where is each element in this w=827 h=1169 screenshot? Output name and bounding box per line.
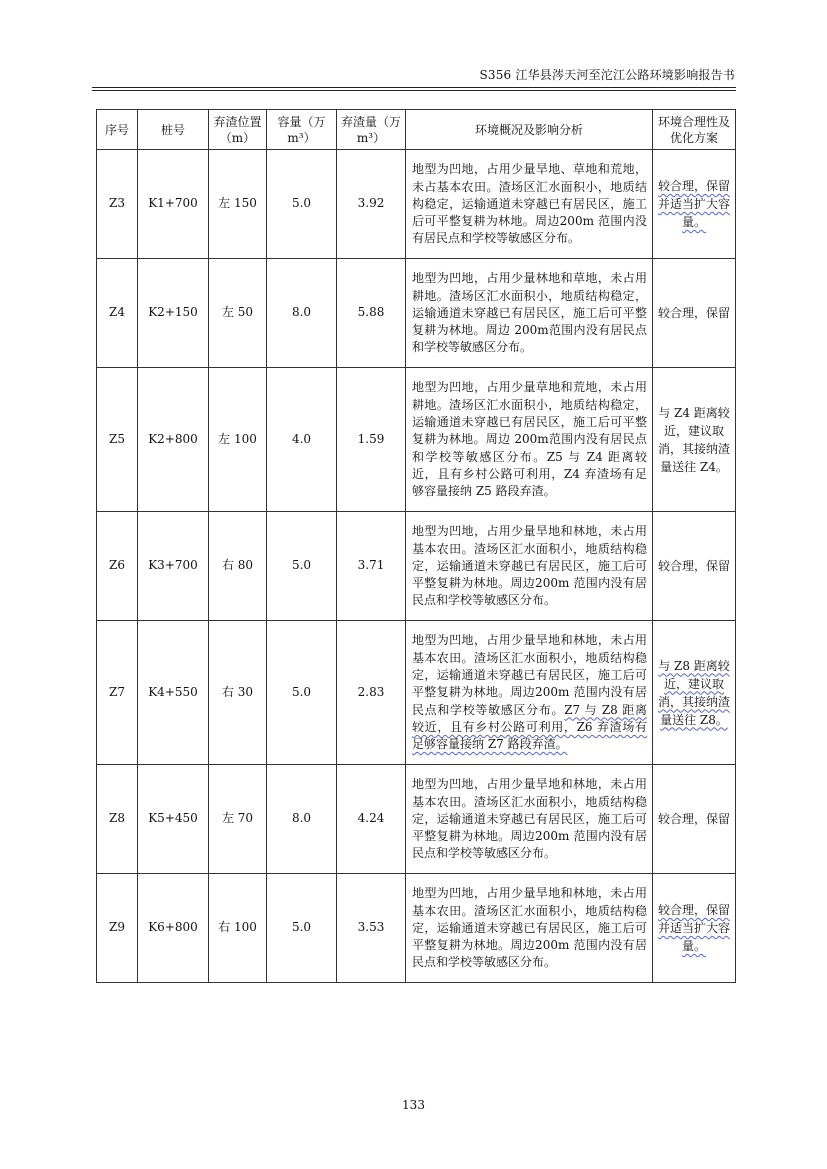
plan-cell — [653, 765, 736, 874]
volume-cell-text: 2.83 — [357, 684, 385, 699]
capacity-cell-text: 8.0 — [291, 811, 312, 826]
capacity-cell-text: 5.0 — [291, 920, 312, 935]
site-id-cell — [97, 512, 138, 621]
position-cell — [209, 512, 267, 621]
site-id-cell — [97, 621, 138, 765]
plan-cell-text: 与 Z8 距离较近，建议取消，其接纳渣量送往 Z8。 — [658, 658, 731, 727]
plan-cell — [653, 150, 736, 259]
plan-cell-text: 较合理，保留并适当扩大容量。 — [658, 903, 731, 953]
station-cell — [138, 150, 209, 259]
capacity-cell — [267, 259, 337, 368]
site-id-cell-text: Z5 — [109, 431, 125, 446]
station-cell-text: K6+800 — [148, 920, 198, 935]
volume-cell — [337, 765, 406, 874]
table-row — [97, 512, 736, 621]
volume-cell-text: 3.92 — [357, 196, 385, 211]
capacity-cell — [267, 512, 337, 621]
analysis-cell — [406, 259, 653, 368]
header-rule-thin — [92, 90, 736, 91]
analysis-cell — [406, 765, 653, 874]
plan-cell — [653, 621, 736, 765]
capacity-cell — [267, 368, 337, 512]
capacity-cell — [267, 874, 337, 983]
station-cell-text: K4+550 — [148, 684, 198, 699]
plan-cell-text: 较合理，保留并适当扩大容量。 — [658, 179, 731, 229]
analysis-cell-text: 地型为凹地，占用少量林地和草地，未占用耕地。渣场区汇水面积小，地质结构稳定，运输通道未穿越已有居民区，施工后可平整复耕为林地。周边 200m范围内没有居民点和学校等敏感区分布。 — [412, 271, 647, 355]
site-id-cell-text: Z8 — [109, 811, 125, 826]
site-id-cell — [97, 368, 138, 512]
analysis-cell — [406, 874, 653, 983]
site-id-cell-text: Z3 — [109, 196, 125, 211]
volume-cell — [337, 259, 406, 368]
site-id-cell — [97, 874, 138, 983]
position-cell-text: 左 100 — [218, 431, 257, 446]
analysis-cell — [406, 512, 653, 621]
volume-cell — [337, 512, 406, 621]
position-cell-text: 左 70 — [221, 811, 254, 826]
header-cell: 序号 — [97, 110, 138, 150]
plan-cell — [653, 874, 736, 983]
station-cell-text: K2+150 — [148, 305, 198, 320]
header-cell: 弃渣位置（m） — [209, 110, 267, 150]
site-id-cell-text: Z9 — [109, 920, 125, 935]
position-cell-text: 左 150 — [218, 196, 257, 211]
position-cell — [209, 150, 267, 259]
capacity-cell-text: 5.0 — [291, 684, 312, 699]
site-id-cell-text: Z6 — [109, 558, 125, 573]
station-cell-text: K1+700 — [148, 196, 198, 211]
capacity-cell-text: 5.0 — [291, 558, 312, 573]
capacity-cell-text: 5.0 — [291, 196, 312, 211]
table-row — [97, 874, 736, 983]
volume-cell — [337, 621, 406, 765]
site-id-cell — [97, 765, 138, 874]
plan-cell — [653, 512, 736, 621]
station-cell — [138, 368, 209, 512]
analysis-cell-text: 地型为凹地，占用少量草地和荒地，未占用耕地。渣场区汇水面积小，地质结构稳定，运输通道未穿越已有居民区，施工后可平整复耕为林地。周边 200m范围内没有居民点和学校等敏感区分布。Z5 与 Z4 距离较近，且有乡村公路可利用，Z4 弃渣场有足够容量接纳 Z5 路段弃渣。 — [412, 380, 647, 499]
table-row — [97, 765, 736, 874]
analysis-revision-text: Z7 与 Z8 距离较近，且有乡村公路可利用，Z6 弃渣场有足够容量接纳 Z7 路段弃渣。 — [412, 702, 647, 752]
document-title: S356 江华县涔天河至沱江公路环境影响报告书 — [479, 68, 735, 82]
position-cell — [209, 368, 267, 512]
capacity-cell — [267, 150, 337, 259]
position-cell-text: 右 80 — [221, 558, 254, 573]
analysis-cell — [406, 368, 653, 512]
header-cell: 弃渣量（万 m³） — [337, 110, 406, 150]
position-cell — [209, 874, 267, 983]
station-cell — [138, 259, 209, 368]
analysis-cell — [406, 621, 653, 765]
table-header-row — [97, 110, 736, 150]
volume-cell-text: 3.71 — [357, 558, 385, 573]
station-cell — [138, 874, 209, 983]
volume-cell — [337, 874, 406, 983]
station-cell-text: K5+450 — [148, 811, 198, 826]
analysis-cell — [406, 150, 653, 259]
capacity-cell — [267, 621, 337, 765]
spoil-site-table — [96, 109, 736, 983]
capacity-cell — [267, 765, 337, 874]
station-cell-text: K2+800 — [148, 431, 198, 446]
capacity-cell-text: 8.0 — [291, 305, 312, 320]
table-row — [97, 150, 736, 259]
header-cell: 容量（万 m³） — [267, 110, 337, 150]
station-cell — [138, 621, 209, 765]
station-cell-text: K3+700 — [148, 558, 198, 573]
position-cell-text: 左 50 — [221, 305, 254, 320]
volume-cell — [337, 150, 406, 259]
site-id-cell-text: Z7 — [109, 684, 125, 699]
analysis-cell-text: 地型为凹地，占用少量旱地和林地，未占用基本农田。渣场区汇水面积小，地质结构稳定，运输通道未穿越已有居民区，施工后可平整复耕为林地。周边200m 范围内没有居民点和学校等敏感区分布。 — [412, 777, 647, 861]
capacity-cell-text: 4.0 — [291, 431, 312, 446]
site-id-cell — [97, 259, 138, 368]
plan-cell-text: 较合理，保留 — [658, 559, 731, 573]
position-cell — [209, 621, 267, 765]
header-cell: 环境概况及影响分析 — [406, 110, 653, 150]
plan-cell — [653, 259, 736, 368]
position-cell-text: 右 30 — [221, 684, 254, 699]
plan-cell-text: 较合理，保留 — [658, 812, 731, 826]
analysis-cell-text: 地型为凹地，占用少量旱地和林地，未占用基本农田。渣场区汇水面积小，地质结构稳定，运输通道未穿越已有居民区，施工后可平整复耕为林地。周边200m 范围内没有居民点和学校等敏感区分布。 — [412, 524, 647, 608]
volume-cell — [337, 368, 406, 512]
station-cell — [138, 512, 209, 621]
site-id-cell — [97, 150, 138, 259]
plan-cell-text: 与 Z4 距离较近，建议取消，其接纳渣量送往 Z4。 — [658, 405, 731, 474]
volume-cell-text: 3.53 — [357, 920, 385, 935]
position-cell — [209, 765, 267, 874]
volume-cell-text: 4.24 — [357, 811, 385, 826]
position-cell-text: 右 100 — [218, 920, 257, 935]
analysis-cell-text: 地型为凹地，占用少量旱地、草地和荒地，未占基本农田。渣场区汇水面积小，地质结构稳定，运输通道未穿越已有居民区，施工后可平整复耕为林地。周边200m 范围内没有居民点和学校等敏感区分布。 — [412, 162, 647, 246]
volume-cell-text: 5.88 — [357, 305, 385, 320]
table-row — [97, 621, 736, 765]
station-cell — [138, 765, 209, 874]
table-row — [97, 259, 736, 368]
header-cell: 桩号 — [138, 110, 209, 150]
header-cell: 环境合理性及优化方案 — [653, 110, 736, 150]
page-number: 133 — [402, 1098, 425, 1112]
plan-cell-text: 较合理，保留 — [658, 306, 731, 320]
site-id-cell-text: Z4 — [109, 305, 125, 320]
analysis-cell-text: 地型为凹地，占用少量旱地和林地，未占用基本农田。渣场区汇水面积小，地质结构稳定，运输通道未穿越已有居民区，施工后可平整复耕为林地。周边200m 范围内没有居民点和学校等敏感区分布。 — [412, 633, 647, 717]
position-cell — [209, 259, 267, 368]
volume-cell-text: 1.59 — [357, 431, 385, 446]
table-row — [97, 368, 736, 512]
analysis-cell-text: 地型为凹地，占用少量旱地和林地，未占用基本农田。渣场区汇水面积小，地质结构稳定，运输通道未穿越已有居民区，施工后可平整复耕为林地。周边200m 范围内没有居民点和学校等敏感区分布。 — [412, 886, 647, 970]
plan-cell — [653, 368, 736, 512]
header-rule — [92, 87, 736, 88]
